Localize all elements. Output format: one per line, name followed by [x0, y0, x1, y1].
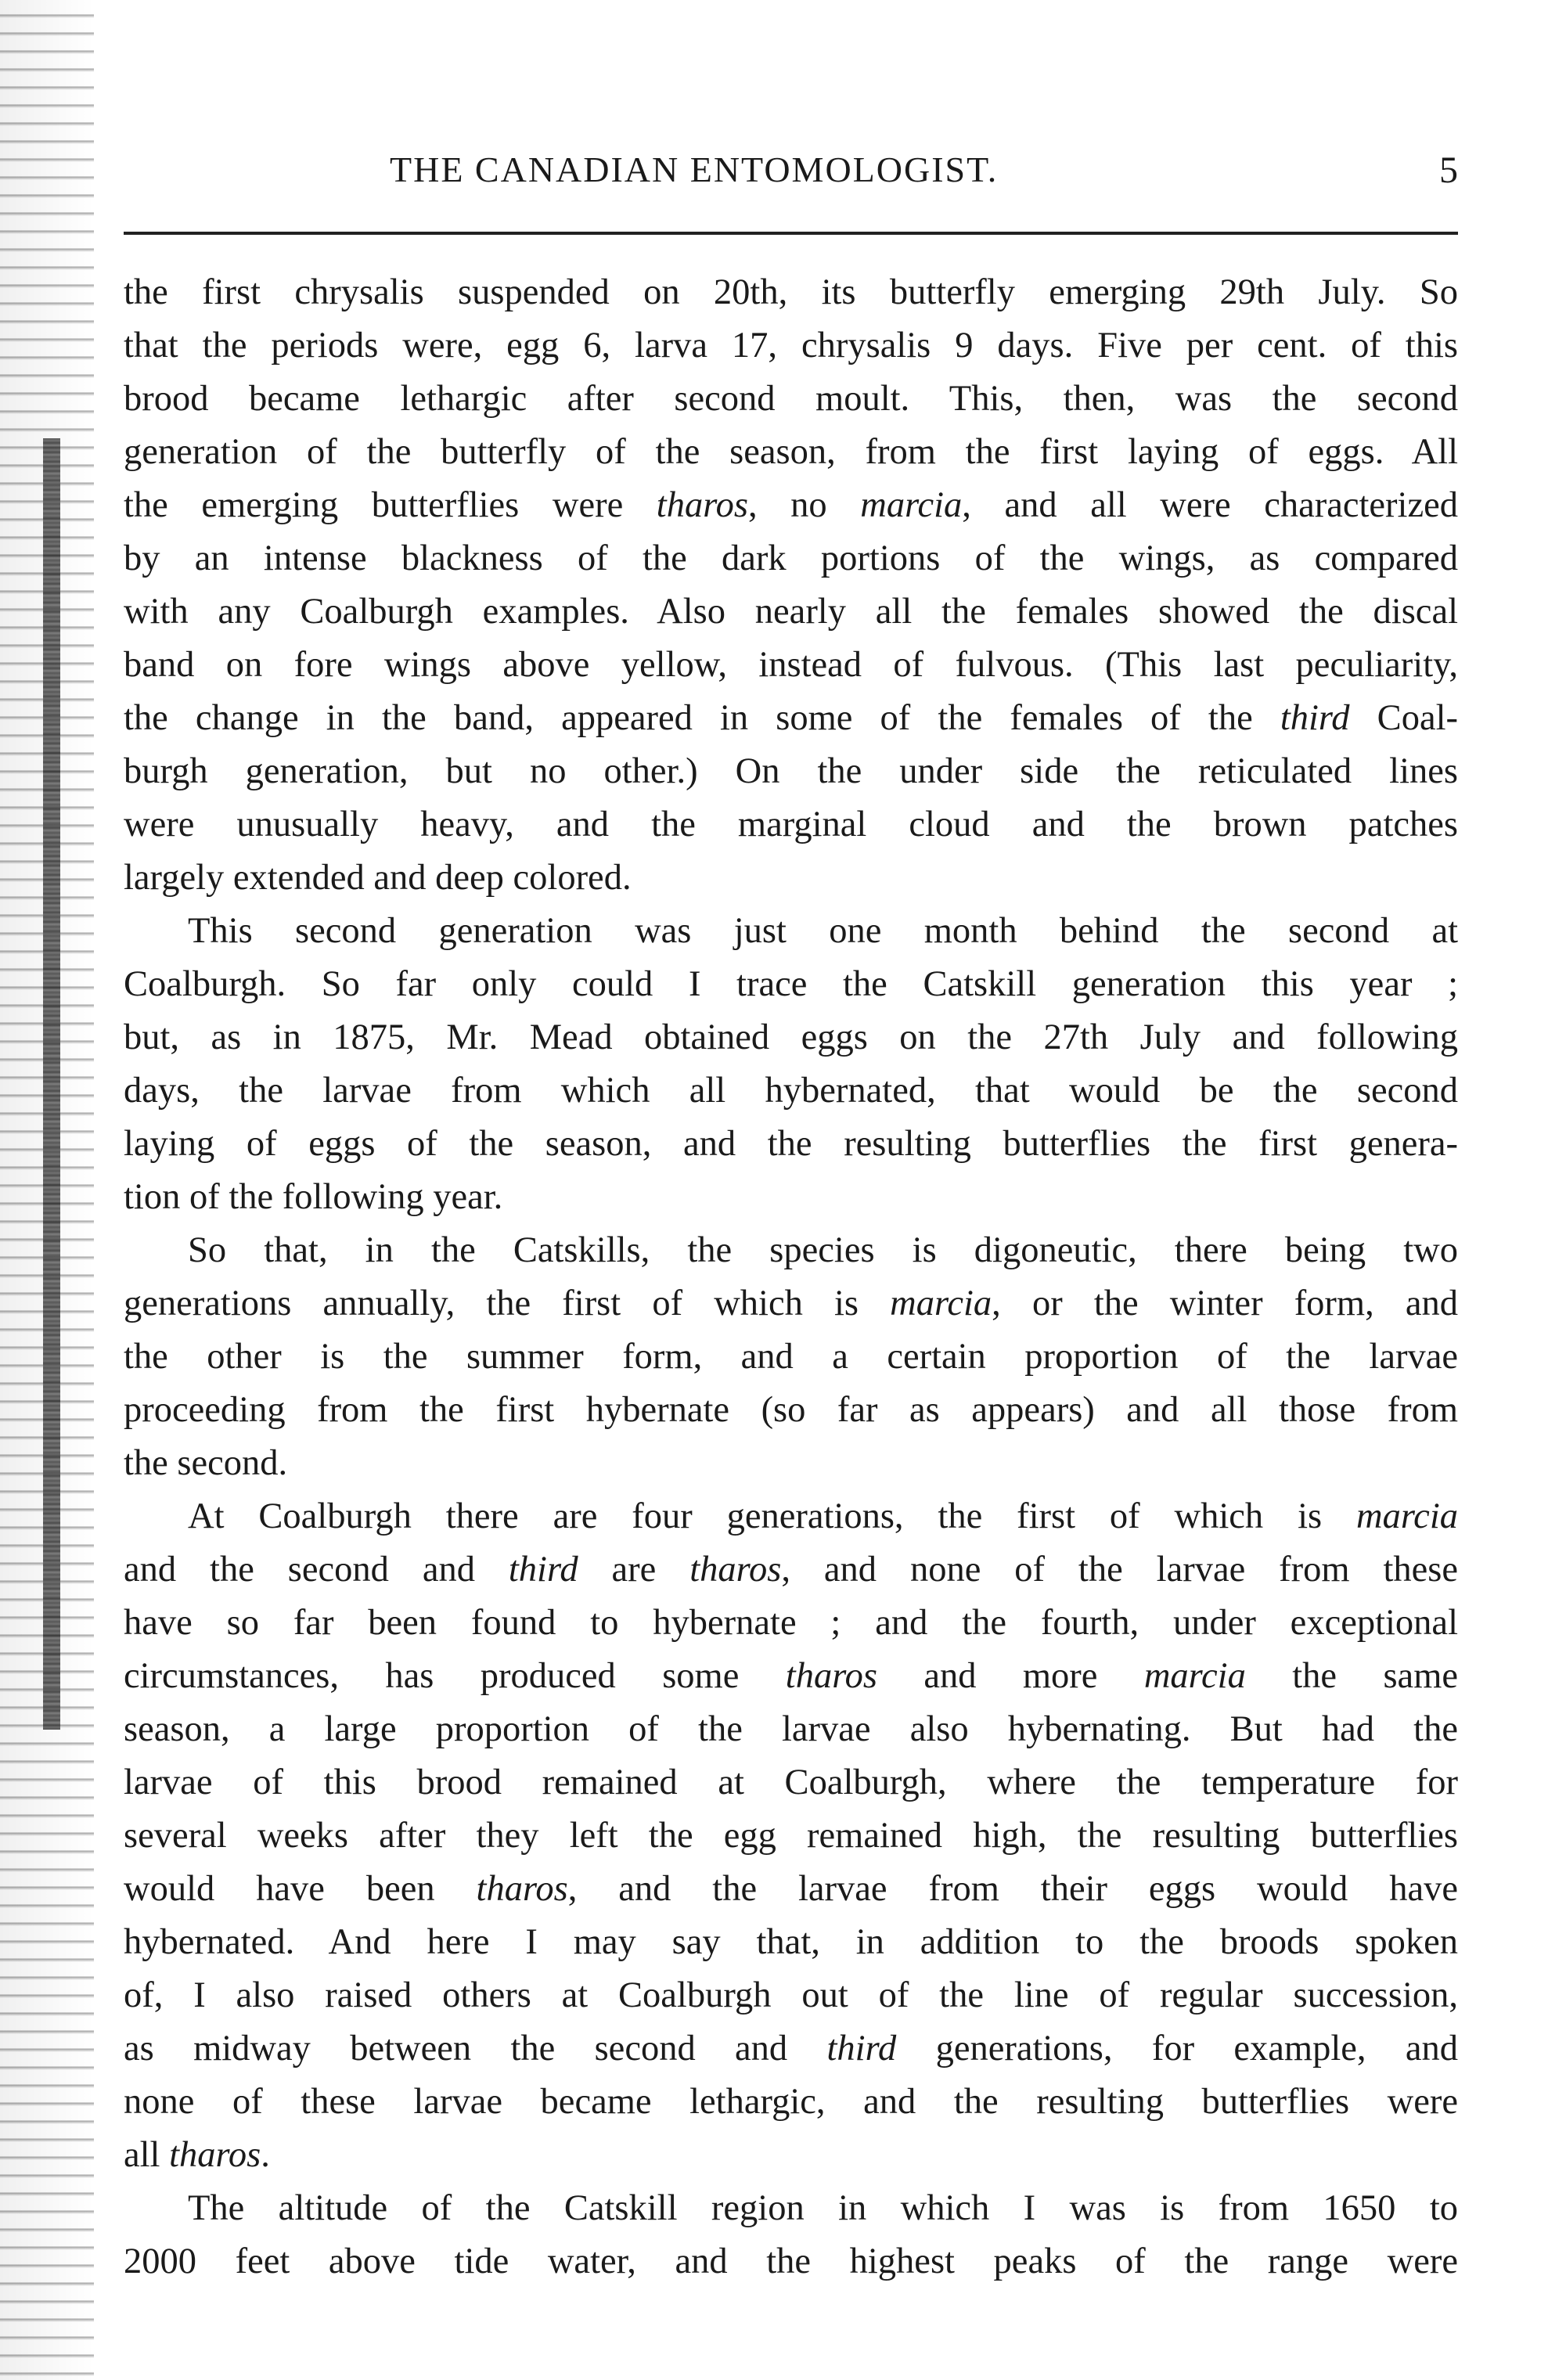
text-line: circumstances, has produced some tharos and more marcia the same	[124, 1656, 1459, 1696]
text-line: were unusually heavy, and the marginal cloud and the brown patches	[124, 805, 1458, 844]
text-line: proceeding from the first hybernate (so far as appears) and all those from	[124, 1390, 1458, 1430]
text-line: burgh generation, but no other.) On the under side the reticulated lines	[124, 751, 1458, 791]
page-binding-shadow	[43, 438, 60, 1730]
text-line: brood became lethargic after second moult. This, then, was the second	[124, 379, 1458, 419]
text-line: would have been tharos, and the larvae from their eggs would have	[124, 1869, 1458, 1909]
header-rule	[124, 232, 1458, 235]
text-line: the second.	[124, 1443, 288, 1483]
text-line: generations annually, the first of which is marcia, or the winter form, and	[124, 1284, 1458, 1323]
text-line: none of these larvae became lethargic, and the resulting butterflies were	[124, 2082, 1458, 2122]
text-line: the first chrysalis suspended on 20th, its butterfly emerging 29th July. So	[124, 272, 1458, 312]
text-line: the emerging butterflies were tharos, no marcia, and all were characterized	[124, 485, 1458, 525]
running-title: THE CANADIAN ENTOMOLOGIST.	[390, 149, 999, 189]
text-line: with any Coalburgh examples. Also nearly all the females showed the discal	[124, 592, 1458, 632]
text-line: several weeks after they left the egg remained high, the resulting butterflies	[124, 1816, 1458, 1856]
text-line: but, as in 1875, Mr. Mead obtained eggs on the 27th July and following	[124, 1017, 1458, 1057]
text-line: The altitude of the Catskill region in which I was is from 1650 to	[188, 2188, 1458, 2228]
text-line: At Coalburgh there are four generations, the first of which is marcia	[188, 1496, 1458, 1536]
text-line: band on fore wings above yellow, instead of fulvous. (This last peculiarity,	[124, 645, 1458, 685]
text-line: Coalburgh. So far only could I trace the Catskill generation this year ;	[124, 964, 1458, 1004]
page-header	[124, 149, 1458, 196]
text-line: as midway between the second and third generations, for example, and	[124, 2029, 1459, 2069]
text-line: larvae of this brood remained at Coalburgh, where the temperature for	[124, 1762, 1458, 1802]
text-line: season, a large proportion of the larvae also hybernating. But had the	[124, 1709, 1458, 1749]
text-line: and the second and third are tharos, and none of the larvae from these	[124, 1550, 1458, 1590]
page-number: 5	[1439, 149, 1458, 191]
text-line: by an intense blackness of the dark portions of the wings, as compared	[124, 538, 1458, 578]
text-line: tion of the following year.	[124, 1177, 503, 1217]
text-line: largely extended and deep colored.	[124, 858, 632, 898]
text-line: that the periods were, egg 6, larva 17, chrysalis 9 days. Five per cent. of this	[124, 326, 1458, 365]
text-line: 2000 feet above tide water, and the highest peaks of the range were	[124, 2241, 1458, 2281]
text-line: the change in the band, appeared in some of the females of the third Coal-	[124, 698, 1458, 738]
text-line: of, I also raised others at Coalburgh out of the line of regular succession,	[124, 1975, 1458, 2015]
text-line: So that, in the Catskills, the species is digoneutic, there being two	[188, 1230, 1458, 1270]
text-line: generation of the butterfly of the season, from the first laying of eggs. All	[124, 432, 1458, 472]
text-line: hybernated. And here I may say that, in addition to the broods spoken	[124, 1922, 1458, 1962]
text-line: have so far been found to hybernate ; and the fourth, under exceptional	[124, 1603, 1458, 1643]
text-line: This second generation was just one month behind the second at	[188, 911, 1458, 951]
text-line: all tharos.	[124, 2135, 270, 2175]
text-line: the other is the summer form, and a certain proportion of the larvae	[124, 1337, 1458, 1377]
body-text	[124, 266, 1458, 2288]
text-line: laying of eggs of the season, and the resulting butterflies the first genera-	[124, 1124, 1458, 1164]
text-line: days, the larvae from which all hybernated, that would be the second	[124, 1071, 1458, 1111]
